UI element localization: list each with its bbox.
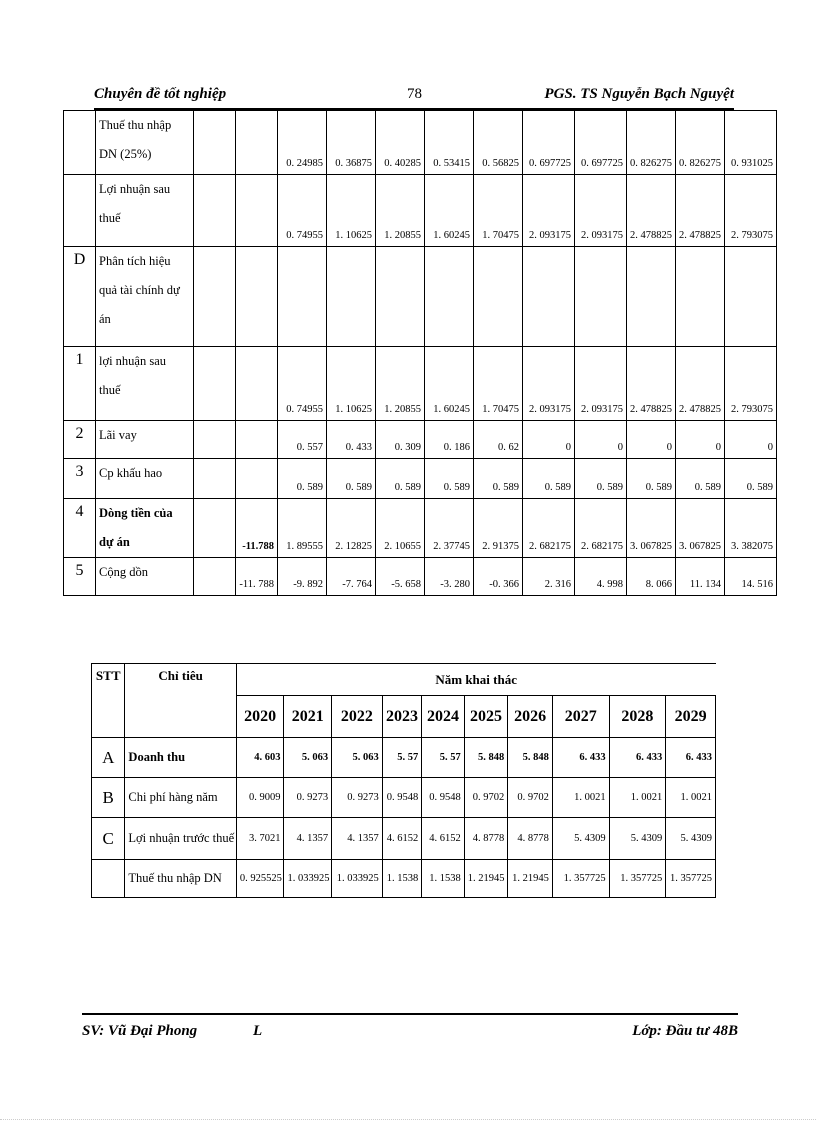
value-cell: 0. 9702 bbox=[508, 778, 553, 818]
value-cell: 1. 21945 bbox=[508, 860, 553, 898]
year-header: 2023 bbox=[382, 696, 422, 738]
value-cell: 5. 4309 bbox=[666, 818, 716, 860]
value-cell: 0. 40285 bbox=[376, 111, 425, 175]
row-label: Lợi nhuận sau thuế bbox=[96, 175, 194, 247]
row-stt bbox=[92, 860, 125, 898]
value-cell: 2. 91375 bbox=[474, 499, 523, 558]
value-cell: 4. 8778 bbox=[464, 818, 508, 860]
value-cell: 2. 478825 bbox=[676, 175, 725, 247]
value-cell: 2. 682175 bbox=[575, 499, 627, 558]
table-row bbox=[64, 175, 777, 247]
value-cell bbox=[236, 421, 278, 459]
value-cell: 0. 589 bbox=[575, 459, 627, 499]
empty-cell bbox=[194, 347, 236, 421]
value-cell: 3. 382075 bbox=[725, 499, 777, 558]
value-cell: 3. 067825 bbox=[676, 499, 725, 558]
value-cell: 0. 56825 bbox=[474, 111, 523, 175]
value-cell: 0. 826275 bbox=[627, 111, 676, 175]
value-cell: 2. 093175 bbox=[575, 347, 627, 421]
row-stt: 4 bbox=[64, 499, 96, 558]
value-cell: 0. 589 bbox=[278, 459, 327, 499]
row-stt bbox=[64, 175, 96, 247]
value-cell: 0. 589 bbox=[627, 459, 676, 499]
year-header: 2020 bbox=[236, 696, 284, 738]
value-cell: 14. 516 bbox=[725, 558, 777, 596]
value-cell: 2. 093175 bbox=[523, 347, 575, 421]
empty-cell bbox=[194, 459, 236, 499]
empty-cell bbox=[194, 175, 236, 247]
value-cell: 0. 74955 bbox=[278, 347, 327, 421]
table-row bbox=[64, 347, 777, 421]
value-cell: 4. 6152 bbox=[422, 818, 465, 860]
row-label: Lãi vay bbox=[96, 421, 194, 459]
row-stt: A bbox=[92, 738, 125, 778]
value-cell: 0. 557 bbox=[278, 421, 327, 459]
value-cell: 1. 357725 bbox=[552, 860, 609, 898]
value-cell: 0. 589 bbox=[725, 459, 777, 499]
page-number: 78 bbox=[407, 86, 422, 102]
header-author: PGS. TS Nguyễn Bạch Nguyệt bbox=[544, 86, 734, 102]
value-cell: 0. 74955 bbox=[278, 175, 327, 247]
value-cell: 0. 697725 bbox=[575, 111, 627, 175]
value-cell bbox=[725, 247, 777, 347]
row-stt: 3 bbox=[64, 459, 96, 499]
value-cell bbox=[236, 247, 278, 347]
value-cell: 2. 093175 bbox=[523, 175, 575, 247]
value-cell: 0. 24985 bbox=[278, 111, 327, 175]
criteria-header: Chỉ tiêu bbox=[125, 664, 236, 738]
value-cell: 3. 067825 bbox=[627, 499, 676, 558]
empty-cell bbox=[194, 111, 236, 175]
value-cell bbox=[236, 175, 278, 247]
value-cell: 1. 20855 bbox=[376, 175, 425, 247]
value-cell: 1. 60245 bbox=[425, 347, 474, 421]
value-cell: 1. 10625 bbox=[327, 175, 376, 247]
value-cell: 0. 589 bbox=[327, 459, 376, 499]
row-stt: 5 bbox=[64, 558, 96, 596]
row-stt: C bbox=[92, 818, 125, 860]
value-cell bbox=[523, 247, 575, 347]
value-cell bbox=[425, 247, 474, 347]
value-cell bbox=[676, 247, 725, 347]
value-cell: 6. 433 bbox=[666, 738, 716, 778]
value-cell bbox=[376, 247, 425, 347]
value-cell: 0. 433 bbox=[327, 421, 376, 459]
value-cell: 5. 848 bbox=[508, 738, 553, 778]
value-cell: 1. 70475 bbox=[474, 347, 523, 421]
value-cell: -3. 280 bbox=[425, 558, 474, 596]
table-row bbox=[92, 778, 716, 818]
value-cell: 2. 793075 bbox=[725, 175, 777, 247]
value-cell: 4. 998 bbox=[575, 558, 627, 596]
year-header: 2022 bbox=[332, 696, 383, 738]
page-footer bbox=[82, 1013, 738, 1045]
value-cell: 0 bbox=[676, 421, 725, 459]
value-cell: 4. 1357 bbox=[332, 818, 383, 860]
value-cell bbox=[236, 347, 278, 421]
bottom-dotted-line bbox=[0, 1119, 816, 1120]
row-label: Doanh thu bbox=[125, 738, 236, 778]
operating-years-table bbox=[91, 663, 716, 898]
value-cell: 4. 603 bbox=[236, 738, 284, 778]
stt-header: STT bbox=[92, 664, 125, 738]
value-cell: 5. 063 bbox=[332, 738, 383, 778]
value-cell: 2. 093175 bbox=[575, 175, 627, 247]
value-cell: 0. 589 bbox=[474, 459, 523, 499]
value-cell: 5. 4309 bbox=[609, 818, 666, 860]
row-label: Cộng dồn bbox=[96, 558, 194, 596]
value-cell: 0 bbox=[627, 421, 676, 459]
empty-cell bbox=[194, 499, 236, 558]
value-cell: 5. 4309 bbox=[552, 818, 609, 860]
value-cell: 1. 10625 bbox=[327, 347, 376, 421]
value-cell bbox=[236, 459, 278, 499]
table-row bbox=[64, 421, 777, 459]
value-cell: 0. 589 bbox=[523, 459, 575, 499]
value-cell: 5. 848 bbox=[464, 738, 508, 778]
year-header: 2021 bbox=[284, 696, 332, 738]
value-cell: 6. 433 bbox=[552, 738, 609, 778]
value-cell: 0. 62 bbox=[474, 421, 523, 459]
value-cell: 0. 826275 bbox=[676, 111, 725, 175]
row-label: Chi phí hàng năm bbox=[125, 778, 236, 818]
value-cell: 1. 1538 bbox=[422, 860, 465, 898]
value-cell bbox=[627, 247, 676, 347]
footer-student: SV: Vũ Đại Phong bbox=[82, 1023, 198, 1039]
value-cell: 1. 60245 bbox=[425, 175, 474, 247]
value-cell: 5. 57 bbox=[382, 738, 422, 778]
value-cell: 5. 57 bbox=[422, 738, 465, 778]
value-cell: 4. 1357 bbox=[284, 818, 332, 860]
value-cell: 0 bbox=[725, 421, 777, 459]
value-cell: 1. 70475 bbox=[474, 175, 523, 247]
value-cell: 0. 589 bbox=[676, 459, 725, 499]
value-cell bbox=[236, 111, 278, 175]
value-cell: 0. 589 bbox=[376, 459, 425, 499]
value-cell: 1. 20855 bbox=[376, 347, 425, 421]
empty-cell bbox=[194, 247, 236, 347]
value-cell bbox=[278, 247, 327, 347]
value-cell: 1. 357725 bbox=[609, 860, 666, 898]
value-cell: 1. 89555 bbox=[278, 499, 327, 558]
year-header: 2028 bbox=[609, 696, 666, 738]
value-cell: 2. 478825 bbox=[627, 175, 676, 247]
financial-analysis-table bbox=[63, 110, 777, 596]
table-row bbox=[64, 111, 777, 175]
table-row bbox=[64, 247, 777, 347]
page-header bbox=[94, 84, 734, 110]
value-cell: 1. 0021 bbox=[552, 778, 609, 818]
empty-cell bbox=[194, 558, 236, 596]
value-cell: 0. 9548 bbox=[422, 778, 465, 818]
value-cell: 0. 697725 bbox=[523, 111, 575, 175]
table-row bbox=[64, 558, 777, 596]
table-row bbox=[64, 499, 777, 558]
value-cell: 1. 033925 bbox=[284, 860, 332, 898]
value-cell: 0. 9273 bbox=[332, 778, 383, 818]
year-header: 2025 bbox=[464, 696, 508, 738]
year-header: 2029 bbox=[666, 696, 716, 738]
value-cell: 0 bbox=[575, 421, 627, 459]
value-cell: 0. 186 bbox=[425, 421, 474, 459]
value-cell: 1. 033925 bbox=[332, 860, 383, 898]
row-label: Lợi nhuận trước thuế bbox=[125, 818, 236, 860]
value-cell: 1. 0021 bbox=[609, 778, 666, 818]
value-cell: 0. 9702 bbox=[464, 778, 508, 818]
row-stt: 2 bbox=[64, 421, 96, 459]
table-row bbox=[92, 860, 716, 898]
row-stt: 1 bbox=[64, 347, 96, 421]
row-label: Thuế thu nhập DN bbox=[125, 860, 236, 898]
value-cell: -0. 366 bbox=[474, 558, 523, 596]
value-cell: 5. 063 bbox=[284, 738, 332, 778]
value-cell: 8. 066 bbox=[627, 558, 676, 596]
row-stt: D bbox=[64, 247, 96, 347]
value-cell: 1. 1538 bbox=[382, 860, 422, 898]
row-label: lợi nhuận sau thuế bbox=[96, 347, 194, 421]
value-cell: 2. 316 bbox=[523, 558, 575, 596]
value-cell: 4. 8778 bbox=[508, 818, 553, 860]
table-row bbox=[92, 818, 716, 860]
value-cell: 0. 309 bbox=[376, 421, 425, 459]
table-row bbox=[64, 459, 777, 499]
operating-years-header: Năm khai thác bbox=[236, 664, 715, 696]
row-stt: B bbox=[92, 778, 125, 818]
row-label: Thuế thu nhập DN (25%) bbox=[96, 111, 194, 175]
value-cell: 0. 9009 bbox=[236, 778, 284, 818]
value-cell: 2. 478825 bbox=[676, 347, 725, 421]
value-cell: 0. 589 bbox=[425, 459, 474, 499]
row-label: Dòng tiền của dự án bbox=[96, 499, 194, 558]
table-row bbox=[92, 738, 716, 778]
value-cell: 1. 0021 bbox=[666, 778, 716, 818]
value-cell: 2. 682175 bbox=[523, 499, 575, 558]
value-cell: 3. 7021 bbox=[236, 818, 284, 860]
footer-mark: L bbox=[253, 1023, 263, 1039]
value-cell: 1. 357725 bbox=[666, 860, 716, 898]
value-cell: 2. 10655 bbox=[376, 499, 425, 558]
value-cell bbox=[575, 247, 627, 347]
value-cell: -5. 658 bbox=[376, 558, 425, 596]
empty-cell bbox=[194, 421, 236, 459]
year-header: 2026 bbox=[508, 696, 553, 738]
row-label: Phân tích hiệu quả tài chính dự án bbox=[96, 247, 194, 347]
value-cell: 0. 925525 bbox=[236, 860, 284, 898]
value-cell: 0. 9548 bbox=[382, 778, 422, 818]
value-cell: 2. 37745 bbox=[425, 499, 474, 558]
value-cell: 2. 478825 bbox=[627, 347, 676, 421]
value-cell: 0. 9273 bbox=[284, 778, 332, 818]
value-cell: -9. 892 bbox=[278, 558, 327, 596]
header-doc-title: Chuyên đề tốt nghiệp bbox=[94, 86, 227, 102]
value-cell: -11.788 bbox=[236, 499, 278, 558]
value-cell: 0. 36875 bbox=[327, 111, 376, 175]
value-cell: 1. 21945 bbox=[464, 860, 508, 898]
row-stt bbox=[64, 111, 96, 175]
value-cell: 11. 134 bbox=[676, 558, 725, 596]
value-cell: 4. 6152 bbox=[382, 818, 422, 860]
value-cell bbox=[327, 247, 376, 347]
value-cell: 2. 12825 bbox=[327, 499, 376, 558]
value-cell: -11. 788 bbox=[236, 558, 278, 596]
year-header: 2027 bbox=[552, 696, 609, 738]
value-cell: 0. 53415 bbox=[425, 111, 474, 175]
value-cell: 2. 793075 bbox=[725, 347, 777, 421]
value-cell: 0. 931025 bbox=[725, 111, 777, 175]
value-cell: -7. 764 bbox=[327, 558, 376, 596]
value-cell: 6. 433 bbox=[609, 738, 666, 778]
footer-class: Lớp: Đầu tư 48B bbox=[632, 1023, 738, 1039]
value-cell bbox=[474, 247, 523, 347]
row-label: Cp khấu hao bbox=[96, 459, 194, 499]
year-header: 2024 bbox=[422, 696, 465, 738]
value-cell: 0 bbox=[523, 421, 575, 459]
